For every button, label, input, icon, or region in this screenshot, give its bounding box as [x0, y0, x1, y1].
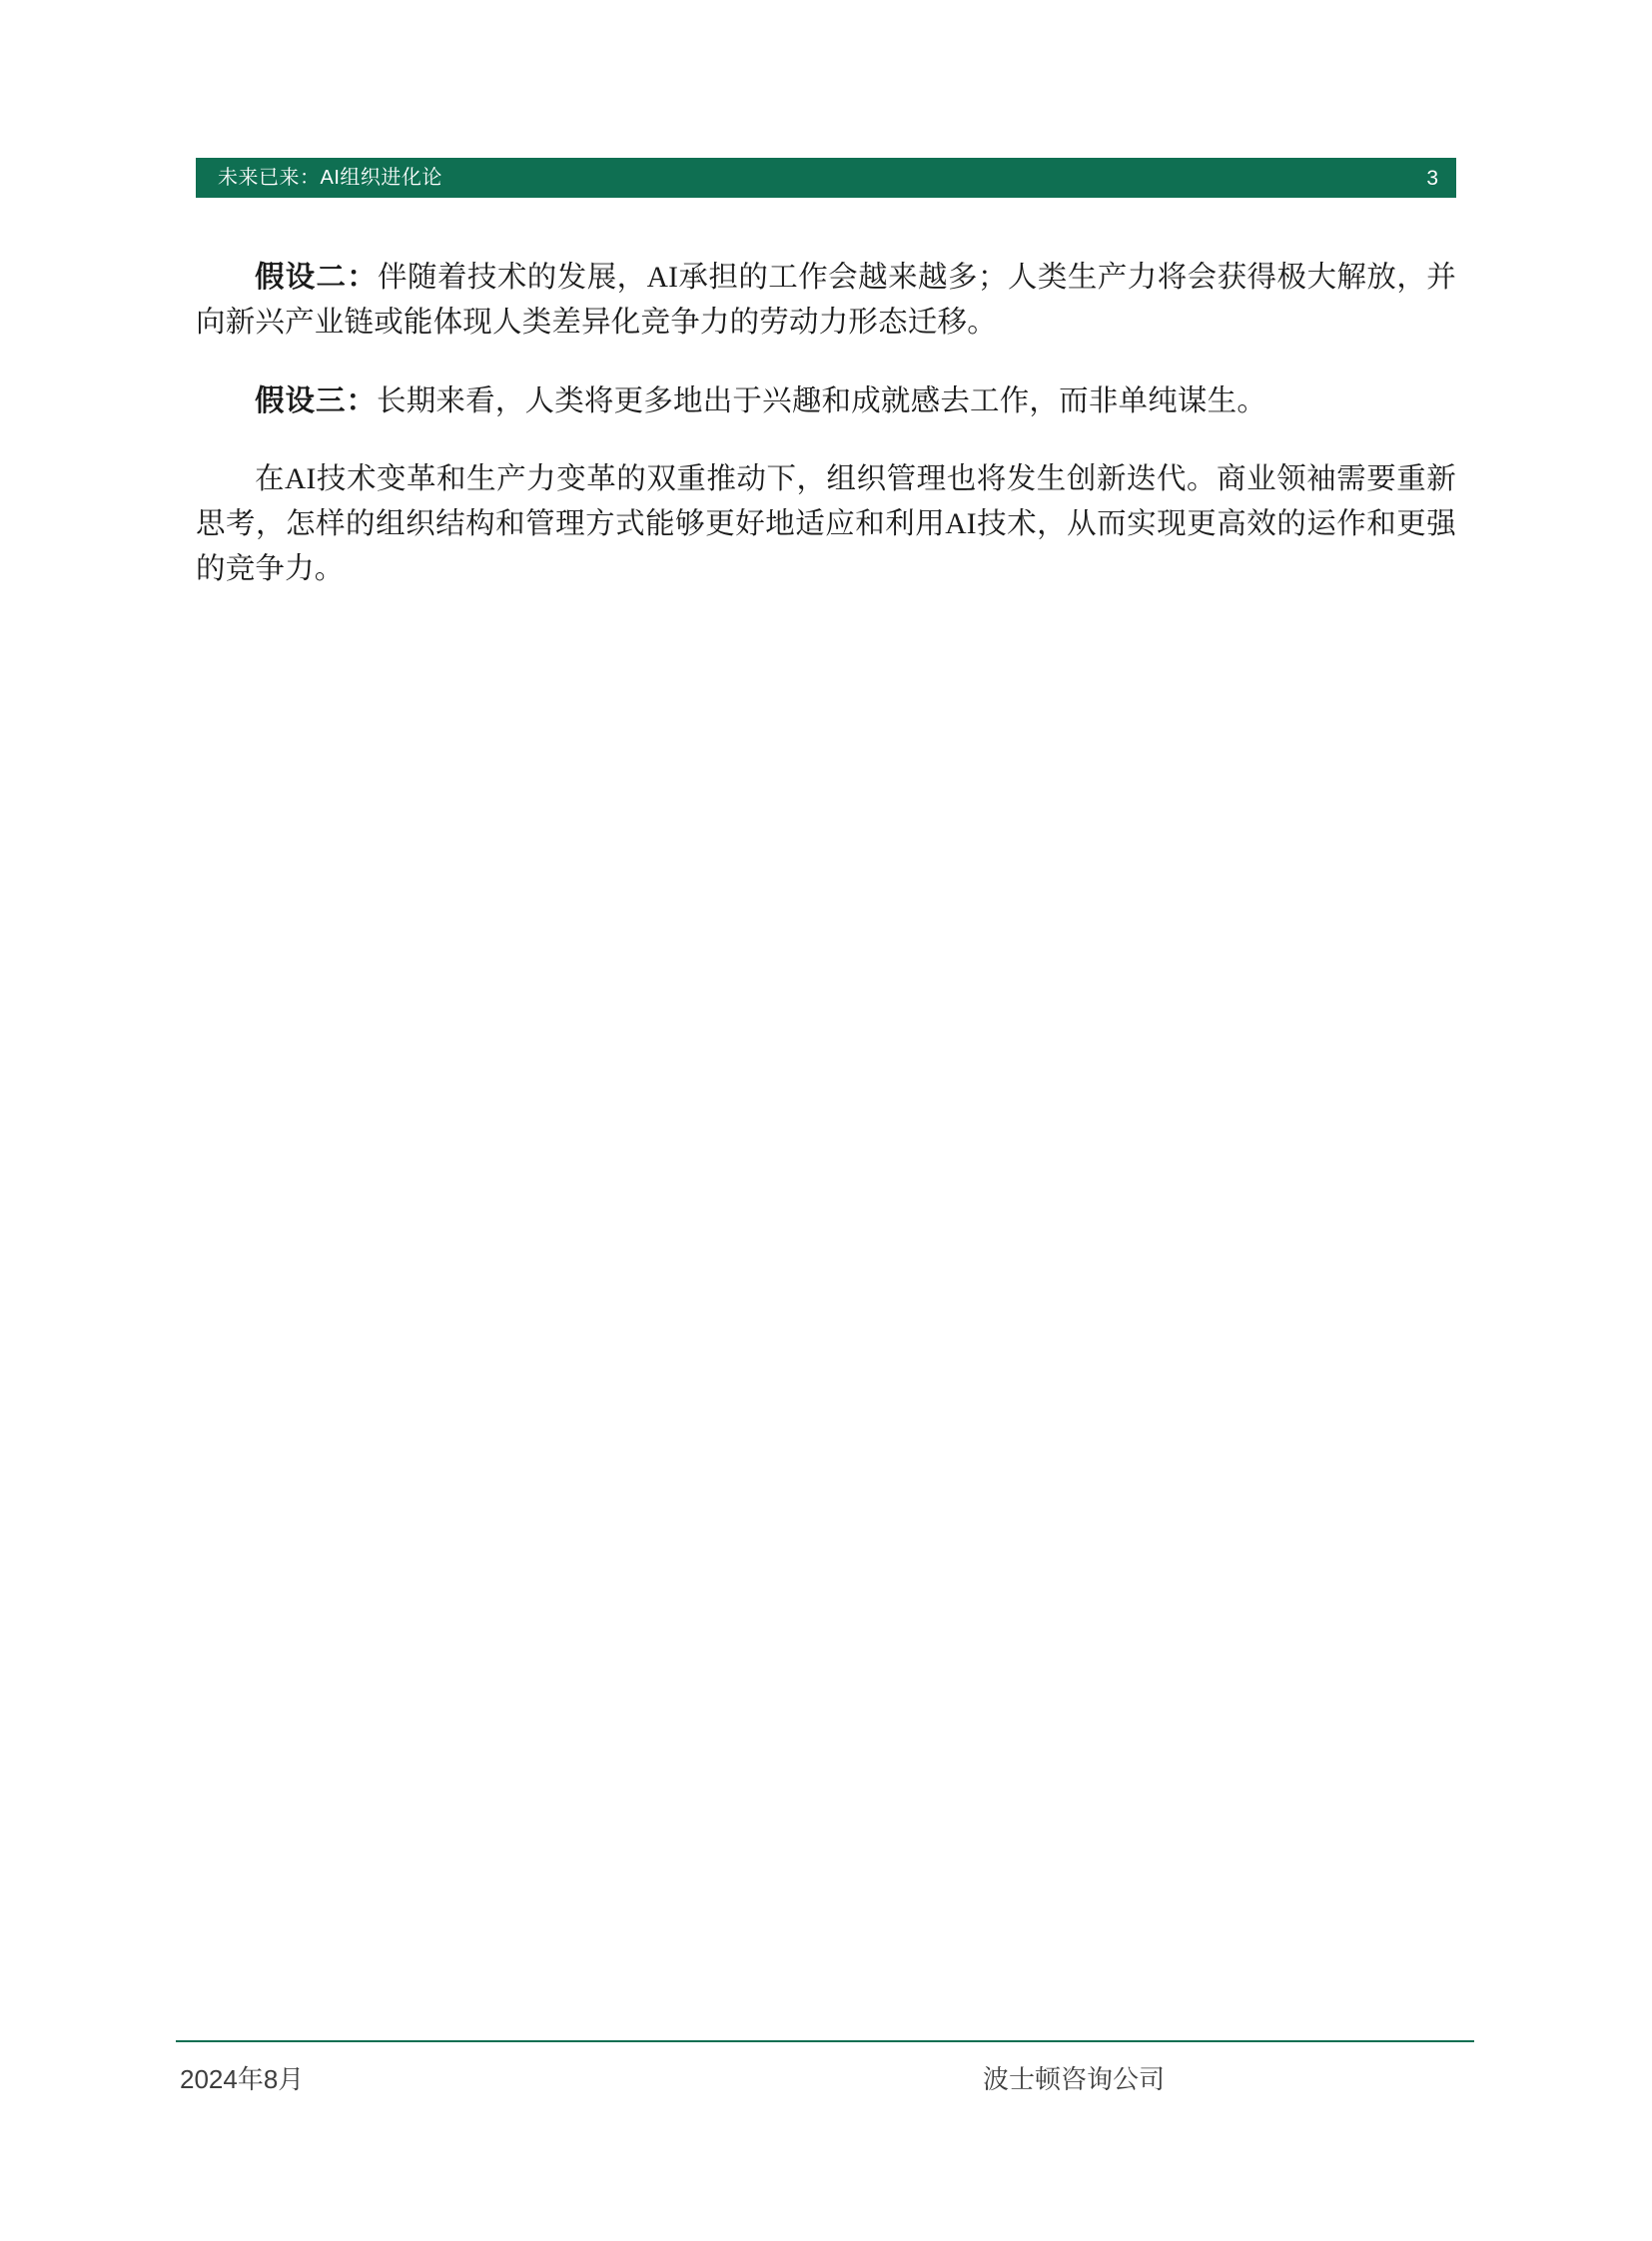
page-number: 3 [1426, 166, 1438, 190]
header-title: 未来已来：AI组织进化论 [218, 167, 442, 189]
paragraph-lead-label: 假设二： [255, 262, 379, 294]
paragraph-assumption-three [196, 379, 1456, 424]
page-header-band [196, 158, 1456, 198]
paragraph-text: 在AI技术变革和生产力变革的双重推动下，组织管理也将发生创新迭代。商业领袖需要重新思考，怎样的组织结构和管理方式能够更好地适应和利用AI技术，从而实现更高效的运作和更强的竞争力。 [196, 463, 1456, 586]
page-footer [176, 2059, 1474, 2096]
paragraph-closing [196, 457, 1456, 591]
footer-date: 2024年8月 [180, 2064, 305, 2094]
paragraph-assumption-two [196, 256, 1456, 346]
paragraph-text: 长期来看，人类将更多地出于兴趣和成就感去工作，而非单纯谋生。 [377, 384, 1267, 417]
paragraph-text: 伴随着技术的发展，AI承担的工作会越来越多；人类生产力将会获得极大解放，并向新兴产业链或能体现人类差异化竞争力的劳动力形态迁移。 [196, 262, 1456, 339]
page-content [196, 256, 1456, 592]
footer-company: 波士顿咨询公司 [982, 2064, 1165, 2094]
footer-divider [176, 2040, 1474, 2042]
paragraph-lead-label: 假设三： [255, 384, 378, 417]
